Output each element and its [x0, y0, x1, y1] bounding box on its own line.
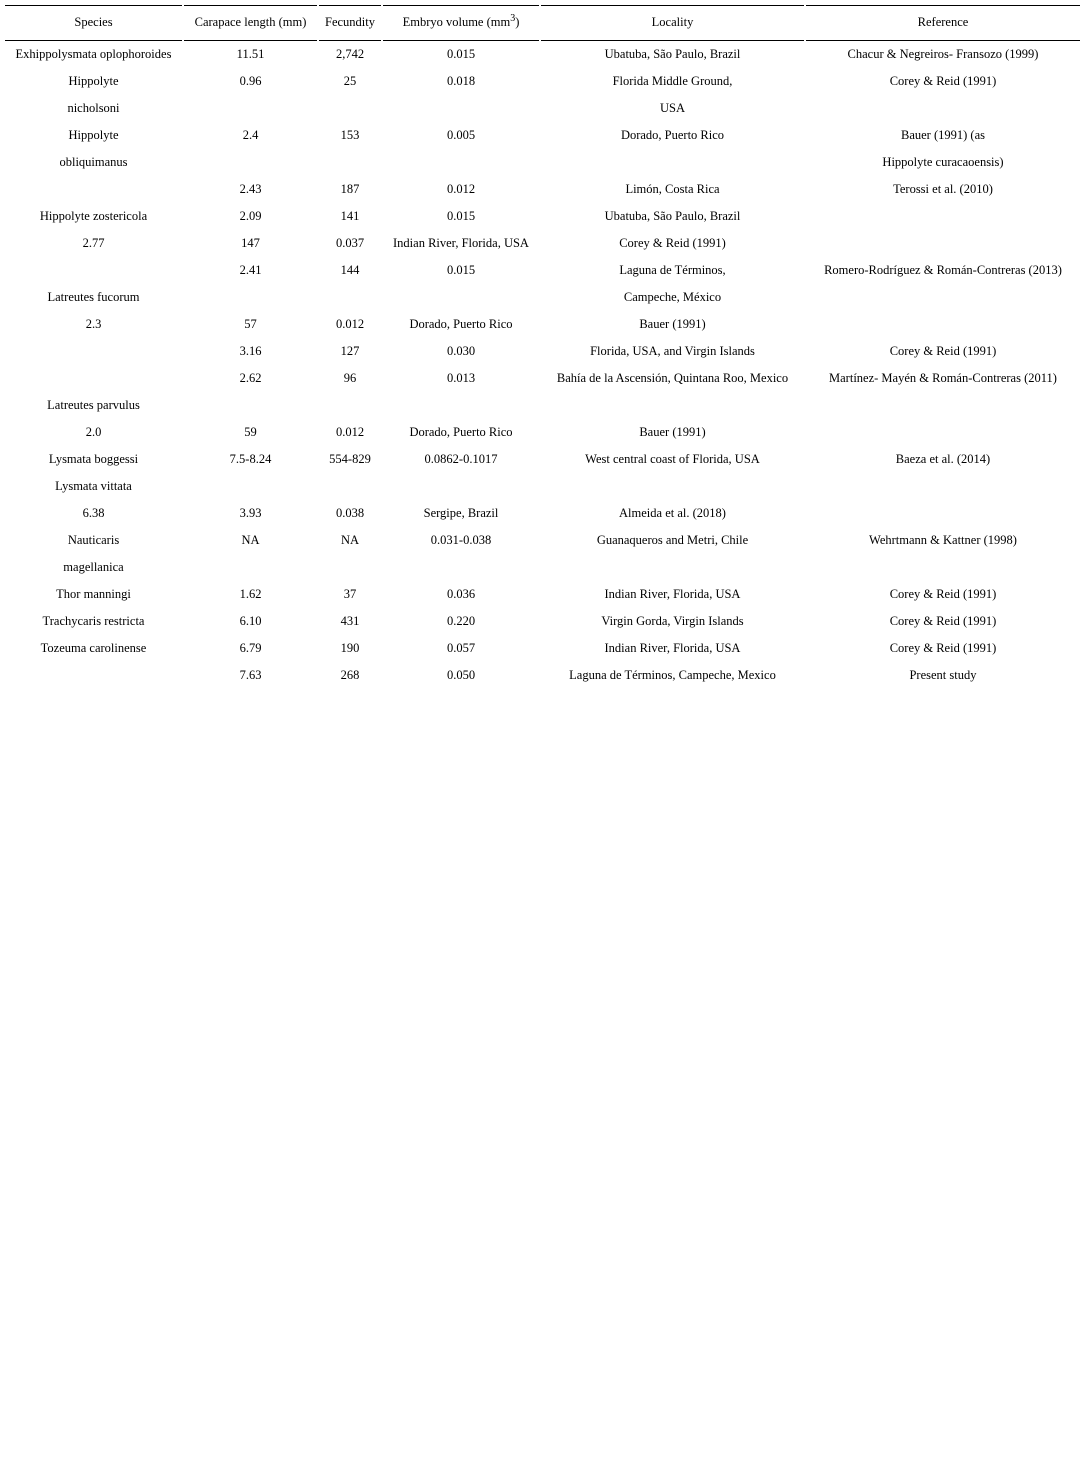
cell-reference: [806, 230, 1080, 257]
cell-fecundity: 0.037: [335, 236, 365, 250]
header-embryo-volume-exponent: 3: [510, 12, 516, 24]
cell-fecundity: 190: [340, 641, 360, 655]
table-row: [0, 419, 1085, 446]
cell-species: Nauticaris: [67, 533, 120, 547]
cell-locality: USA: [659, 101, 685, 115]
cell-species: [5, 338, 182, 365]
cell-reference: [806, 500, 1080, 527]
cell-embryo-volume: 0.015: [446, 263, 476, 277]
header-species: Species: [5, 5, 182, 41]
cell-carapace: 11.51: [236, 47, 265, 61]
cell-species: nicholsoni: [67, 101, 120, 115]
table-row: [0, 446, 1085, 473]
cell-fecundity: [319, 284, 381, 311]
cell-reference: Corey & Reid (1991): [889, 614, 997, 628]
cell-reference: [806, 419, 1080, 446]
table-row: [0, 500, 1085, 527]
cell-reference: Corey & Reid (1991): [889, 74, 997, 88]
cell-fecundity: [319, 473, 381, 500]
cell-carapace: 3.93: [239, 506, 262, 520]
cell-embryo-volume: Dorado, Puerto Rico: [409, 317, 513, 331]
cell-embryo-volume: 0.220: [446, 614, 476, 628]
table-header: [0, 0, 1085, 40]
cell-locality: Campeche, México: [623, 290, 722, 304]
cell-fecundity: [319, 149, 381, 176]
cell-reference: [806, 95, 1080, 122]
cell-reference: [806, 284, 1080, 311]
cell-reference: [806, 311, 1080, 338]
cell-carapace: 3.16: [239, 344, 262, 358]
cell-reference: Corey & Reid (1991): [889, 344, 997, 358]
table-row: [0, 149, 1085, 176]
cell-carapace: [184, 284, 317, 311]
cell-reference: [806, 203, 1080, 230]
cell-locality: Ubatuba, São Paulo, Brazil: [604, 47, 741, 61]
cell-reference: Bauer (1991) (as: [901, 128, 985, 142]
cell-fecundity: 153: [340, 128, 360, 142]
cell-carapace: 1.62: [239, 587, 262, 601]
cell-fecundity: 37: [343, 587, 357, 601]
table-row: [0, 581, 1085, 608]
header-fecundity: Fecundity: [319, 5, 381, 41]
table-row: [0, 365, 1085, 392]
cell-embryo-volume: 0.015: [446, 209, 476, 223]
cell-fecundity: 2,742: [335, 47, 365, 61]
cell-fecundity: 268: [340, 668, 360, 682]
cell-carapace: 7.5-8.24: [229, 452, 272, 466]
header-reference: Reference: [806, 5, 1080, 41]
cell-carapace: [184, 149, 317, 176]
cell-species: 2.0: [85, 425, 102, 439]
cell-reference: Wehrtmann & Kattner (1998): [869, 533, 1017, 547]
cell-locality: Almeida et al. (2018): [619, 506, 726, 520]
cell-embryo-volume: [383, 554, 539, 581]
cell-reference: Martínez- Mayén & Román-Contreras (2011): [829, 371, 1057, 385]
cell-fecundity: 0.012: [335, 317, 365, 331]
header-embryo-volume: [383, 5, 539, 41]
cell-locality: Florida Middle Ground,: [612, 74, 733, 88]
cell-species: obliquimanus: [59, 155, 128, 169]
cell-carapace: 0.96: [239, 74, 262, 88]
cell-carapace: [184, 392, 317, 419]
cell-embryo-volume: Sergipe, Brazil: [423, 506, 499, 520]
cell-species: Exhippolysmata oplophoroides: [15, 47, 172, 61]
cell-embryo-volume: 0.030: [446, 344, 476, 358]
cell-carapace: 2.4: [242, 128, 259, 142]
cell-locality: Virgin Gorda, Virgin Islands: [601, 614, 744, 628]
cell-carapace: 7.63: [239, 668, 262, 682]
cell-embryo-volume: 0.0862-0.1017: [424, 452, 498, 466]
cell-fecundity: 96: [343, 371, 357, 385]
cell-locality: [541, 554, 804, 581]
header-embryo-volume-text: Embryo volume (mm: [402, 15, 511, 29]
cell-carapace: 2.09: [239, 209, 262, 223]
cell-locality: Ubatuba, São Paulo, Brazil: [604, 209, 741, 223]
cell-embryo-volume: 0.031-0.038: [430, 533, 492, 547]
cell-species: 6.38: [82, 506, 105, 520]
cell-locality: [541, 392, 804, 419]
cell-carapace: 2.41: [239, 263, 262, 277]
cell-carapace: [184, 554, 317, 581]
cell-species: Latreutes fucorum: [47, 290, 140, 304]
cell-carapace: 6.10: [239, 614, 262, 628]
cell-reference: Romero-Rodríguez & Román-Contreras (2013): [824, 263, 1062, 277]
cell-fecundity: 141: [340, 209, 360, 223]
cell-embryo-volume: 0.012: [446, 182, 476, 196]
cell-reference: [806, 392, 1080, 419]
cell-reference: Present study: [909, 668, 977, 682]
cell-embryo-volume: 0.013: [446, 371, 476, 385]
cell-species: 2.77: [82, 236, 105, 250]
table-row: [0, 95, 1085, 122]
cell-embryo-volume: [383, 473, 539, 500]
cell-locality: Indian River, Florida, USA: [604, 641, 741, 655]
cell-reference: Baeza et al. (2014): [895, 452, 991, 466]
cell-locality: Bahía de la Ascensión, Quintana Roo, Mexico: [556, 371, 789, 385]
cell-embryo-volume: 0.057: [446, 641, 476, 655]
cell-carapace: NA: [241, 533, 260, 547]
cell-species: [5, 365, 182, 392]
cell-reference: Corey & Reid (1991): [889, 641, 997, 655]
cell-locality: [541, 473, 804, 500]
cell-embryo-volume: [383, 392, 539, 419]
table-row: [0, 392, 1085, 419]
cell-carapace: 6.79: [239, 641, 262, 655]
cell-embryo-volume: 0.015: [446, 47, 476, 61]
cell-species: Hippolyte: [68, 74, 119, 88]
cell-reference: Hippolyte curacaoensis): [882, 155, 1004, 169]
cell-species: [5, 257, 182, 284]
table-row: [0, 257, 1085, 284]
cell-fecundity: 0.012: [335, 425, 365, 439]
cell-fecundity: 0.038: [335, 506, 365, 520]
table-row: [0, 176, 1085, 203]
cell-species: magellanica: [63, 560, 124, 574]
cell-species: Lysmata vittata: [55, 479, 132, 493]
cell-species: [5, 176, 182, 203]
cell-embryo-volume: [383, 95, 539, 122]
cell-embryo-volume: 0.018: [446, 74, 476, 88]
table-row: [0, 122, 1085, 149]
cell-species: Lysmata boggessi: [48, 452, 139, 466]
table-row: [0, 554, 1085, 581]
cell-carapace: 57: [244, 317, 257, 331]
cell-carapace: 59: [244, 425, 257, 439]
cell-locality: Florida, USA, and Virgin Islands: [590, 344, 755, 358]
cell-embryo-volume: 0.050: [446, 668, 476, 682]
cell-locality: Dorado, Puerto Rico: [620, 128, 725, 142]
table-row: [0, 203, 1085, 230]
cell-reference: Terossi et al. (2010): [893, 182, 993, 196]
cell-species: Hippolyte: [68, 128, 119, 142]
table-row: [0, 338, 1085, 365]
table-row: [0, 527, 1085, 554]
cell-species: Tozeuma carolinense: [40, 641, 147, 655]
cell-fecundity: 144: [340, 263, 360, 277]
cell-embryo-volume: [383, 149, 539, 176]
table-row: [0, 311, 1085, 338]
cell-carapace: [184, 95, 317, 122]
cell-species: 2.3: [85, 317, 102, 331]
cell-species: Trachycaris restricta: [42, 614, 145, 628]
cell-locality: Guanaqueros and Metri, Chile: [596, 533, 749, 547]
cell-locality: [541, 149, 804, 176]
cell-fecundity: [319, 554, 381, 581]
cell-embryo-volume: 0.036: [446, 587, 476, 601]
cell-reference: [806, 473, 1080, 500]
cell-locality: West central coast of Florida, USA: [585, 452, 760, 466]
cell-embryo-volume: Indian River, Florida, USA: [393, 236, 529, 250]
cell-embryo-volume: [383, 284, 539, 311]
table-row: [0, 473, 1085, 500]
cell-species: [5, 662, 182, 689]
table-row: [0, 635, 1085, 662]
header-carapace-length: Carapace length (mm): [184, 5, 317, 41]
table-row: [0, 662, 1085, 689]
cell-carapace: 2.43: [239, 182, 262, 196]
cell-reference: Corey & Reid (1991): [889, 587, 997, 601]
cell-fecundity: 25: [343, 74, 357, 88]
cell-carapace: 2.62: [239, 371, 262, 385]
cell-carapace: [184, 473, 317, 500]
table-row: [0, 230, 1085, 257]
cell-species: Thor manningi: [56, 587, 131, 601]
cell-embryo-volume: Dorado, Puerto Rico: [409, 425, 513, 439]
cell-fecundity: 187: [340, 182, 360, 196]
table-row: [0, 284, 1085, 311]
cell-reference: Chacur & Negreiros- Fransozo (1999): [847, 47, 1039, 61]
cell-fecundity: [319, 95, 381, 122]
cell-locality: Bauer (1991): [639, 425, 706, 439]
cell-species: Latreutes parvulus: [47, 398, 140, 412]
cell-fecundity: 554-829: [329, 452, 371, 466]
cell-species: Hippolyte zostericola: [39, 209, 148, 223]
cell-locality: Indian River, Florida, USA: [604, 587, 741, 601]
header-locality: Locality: [541, 5, 804, 41]
table-row: [0, 68, 1085, 95]
cell-locality: Laguna de Términos, Campeche, Mexico: [569, 668, 776, 682]
header-embryo-volume-close: ): [515, 15, 520, 29]
cell-fecundity: [319, 392, 381, 419]
cell-embryo-volume: 0.005: [446, 128, 476, 142]
cell-fecundity: NA: [340, 533, 360, 547]
cell-fecundity: 127: [340, 344, 360, 358]
cell-fecundity: 431: [340, 614, 360, 628]
cell-locality: Bauer (1991): [639, 317, 706, 331]
cell-locality: Corey & Reid (1991): [619, 236, 726, 250]
cell-reference: [806, 554, 1080, 581]
cell-locality: Laguna de Términos,: [619, 263, 726, 277]
table-row: [0, 608, 1085, 635]
table-row: [0, 41, 1085, 68]
cell-locality: Limón, Costa Rica: [625, 182, 720, 196]
cell-carapace: 147: [241, 236, 260, 250]
